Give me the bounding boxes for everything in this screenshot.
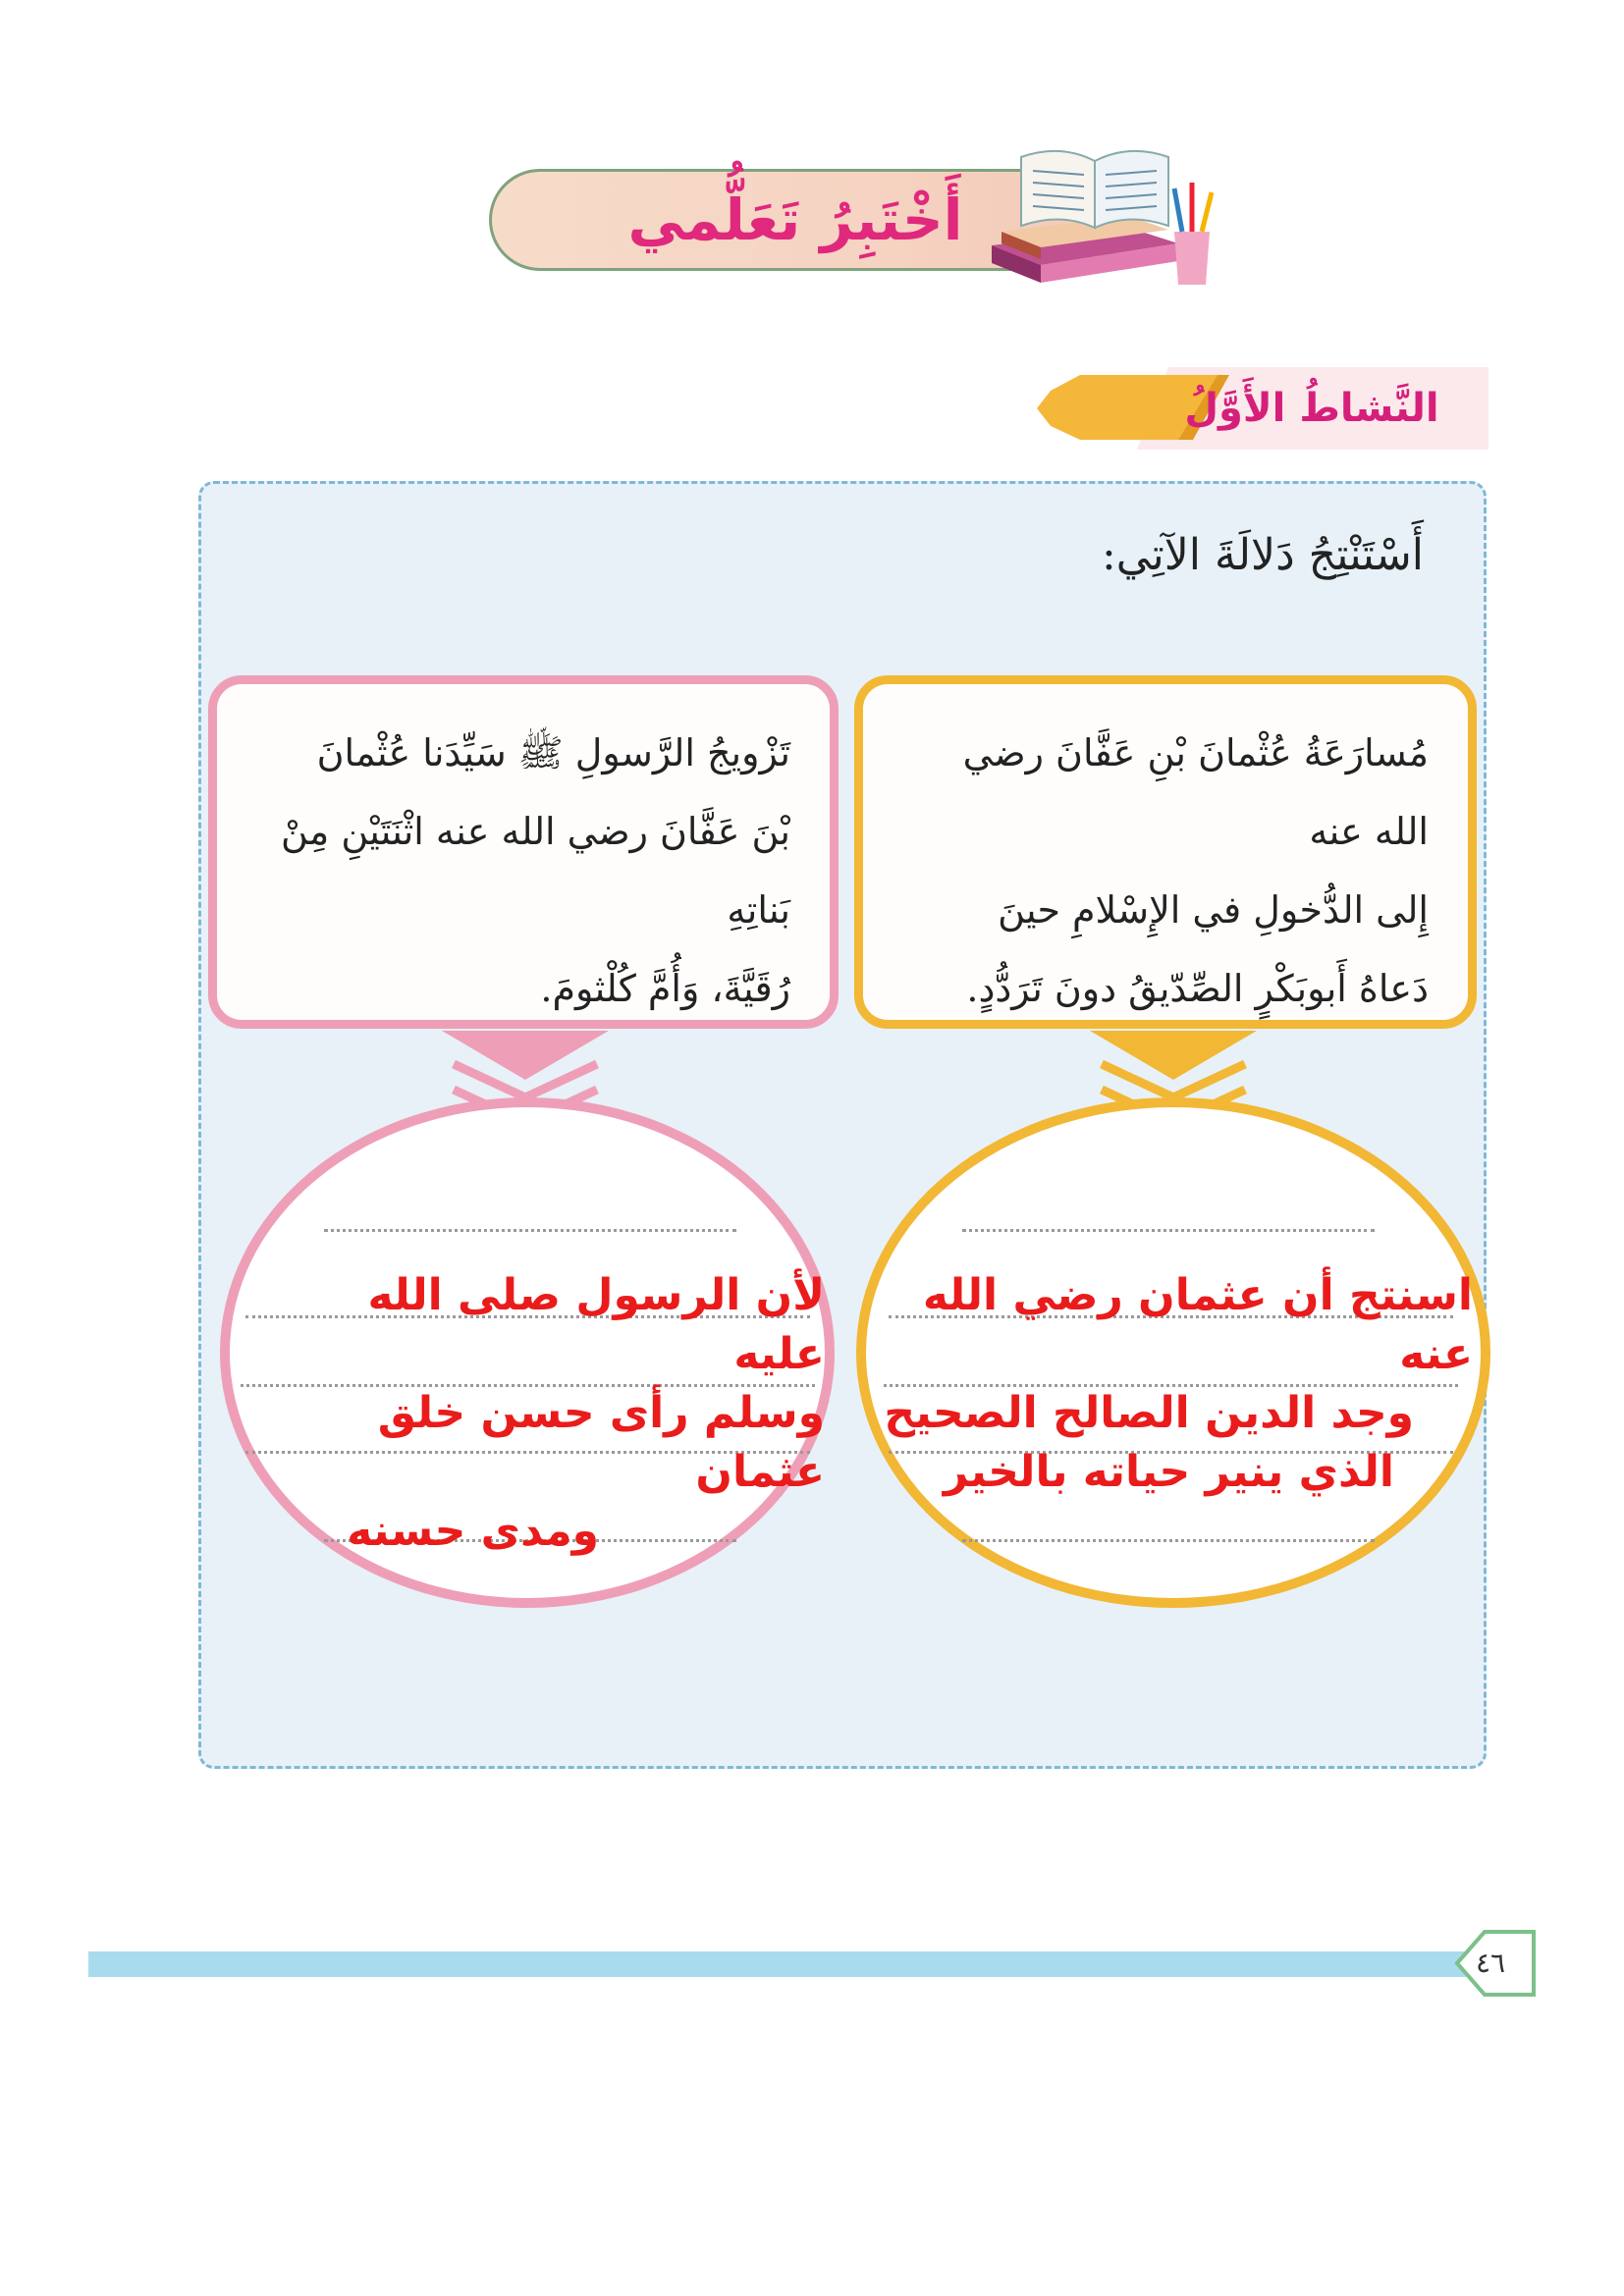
page-title: أَخْتَبِرُ تَعَلُّمي	[627, 187, 963, 253]
statement-line: مُسارَعَةُ عُثْمانَ بْنِ عَفَّانَ رضي الله عنه	[962, 731, 1429, 853]
answer-line: لأن الرسول صلى الله عليه	[367, 1270, 825, 1379]
statement-line: بْنَ عَفَّانَ رضي الله عنه اثْنَتَيْنِ مِنْ بَناتِهِ	[281, 810, 790, 932]
footer-bar	[88, 1951, 1483, 1977]
statement-line: تَزْويجُ الرَّسولِ ﷺ سَيِّدَنا عُثْمانَ	[316, 731, 790, 774]
statement-line: دَعاهُ أَبوبَكْرٍ الصِّدّيقُ دونَ تَرَدُّدٍ.	[966, 967, 1429, 1010]
writing-line	[962, 1539, 1375, 1542]
statement-box-left	[208, 675, 839, 1029]
page-number: ٤٦	[1475, 1947, 1506, 1979]
answer-line: وسلم رأى حسن خلق عثمان	[377, 1388, 825, 1497]
activity-label: النَّشاطُ الأَوَّلُ	[1184, 386, 1439, 431]
statement-box-right	[854, 675, 1477, 1029]
instruction-text: أَسْتَنْتِجُ دَلالَةَ الآتِي:	[1101, 530, 1424, 580]
statement-line: إِلى الدُّخولِ في الإِسْلامِ حينَ	[998, 888, 1429, 932]
writing-line	[962, 1229, 1375, 1232]
books-icon	[982, 137, 1218, 294]
answer-text-left[interactable]	[275, 1266, 825, 1561]
answer-line: اسنتج أن عثمان رضي الله عنه	[922, 1270, 1473, 1379]
answer-line: وجد الدين الصالح الصحيح	[884, 1388, 1414, 1438]
writing-line	[324, 1229, 736, 1232]
answer-line: الذي ينير حياته بالخير	[943, 1447, 1394, 1497]
statement-line: رُقَيَّةَ، وَأُمَّ كُلْثومَ.	[540, 967, 790, 1010]
answer-text-right[interactable]	[884, 1266, 1473, 1502]
answer-line: ومدى حسنه	[347, 1506, 599, 1556]
